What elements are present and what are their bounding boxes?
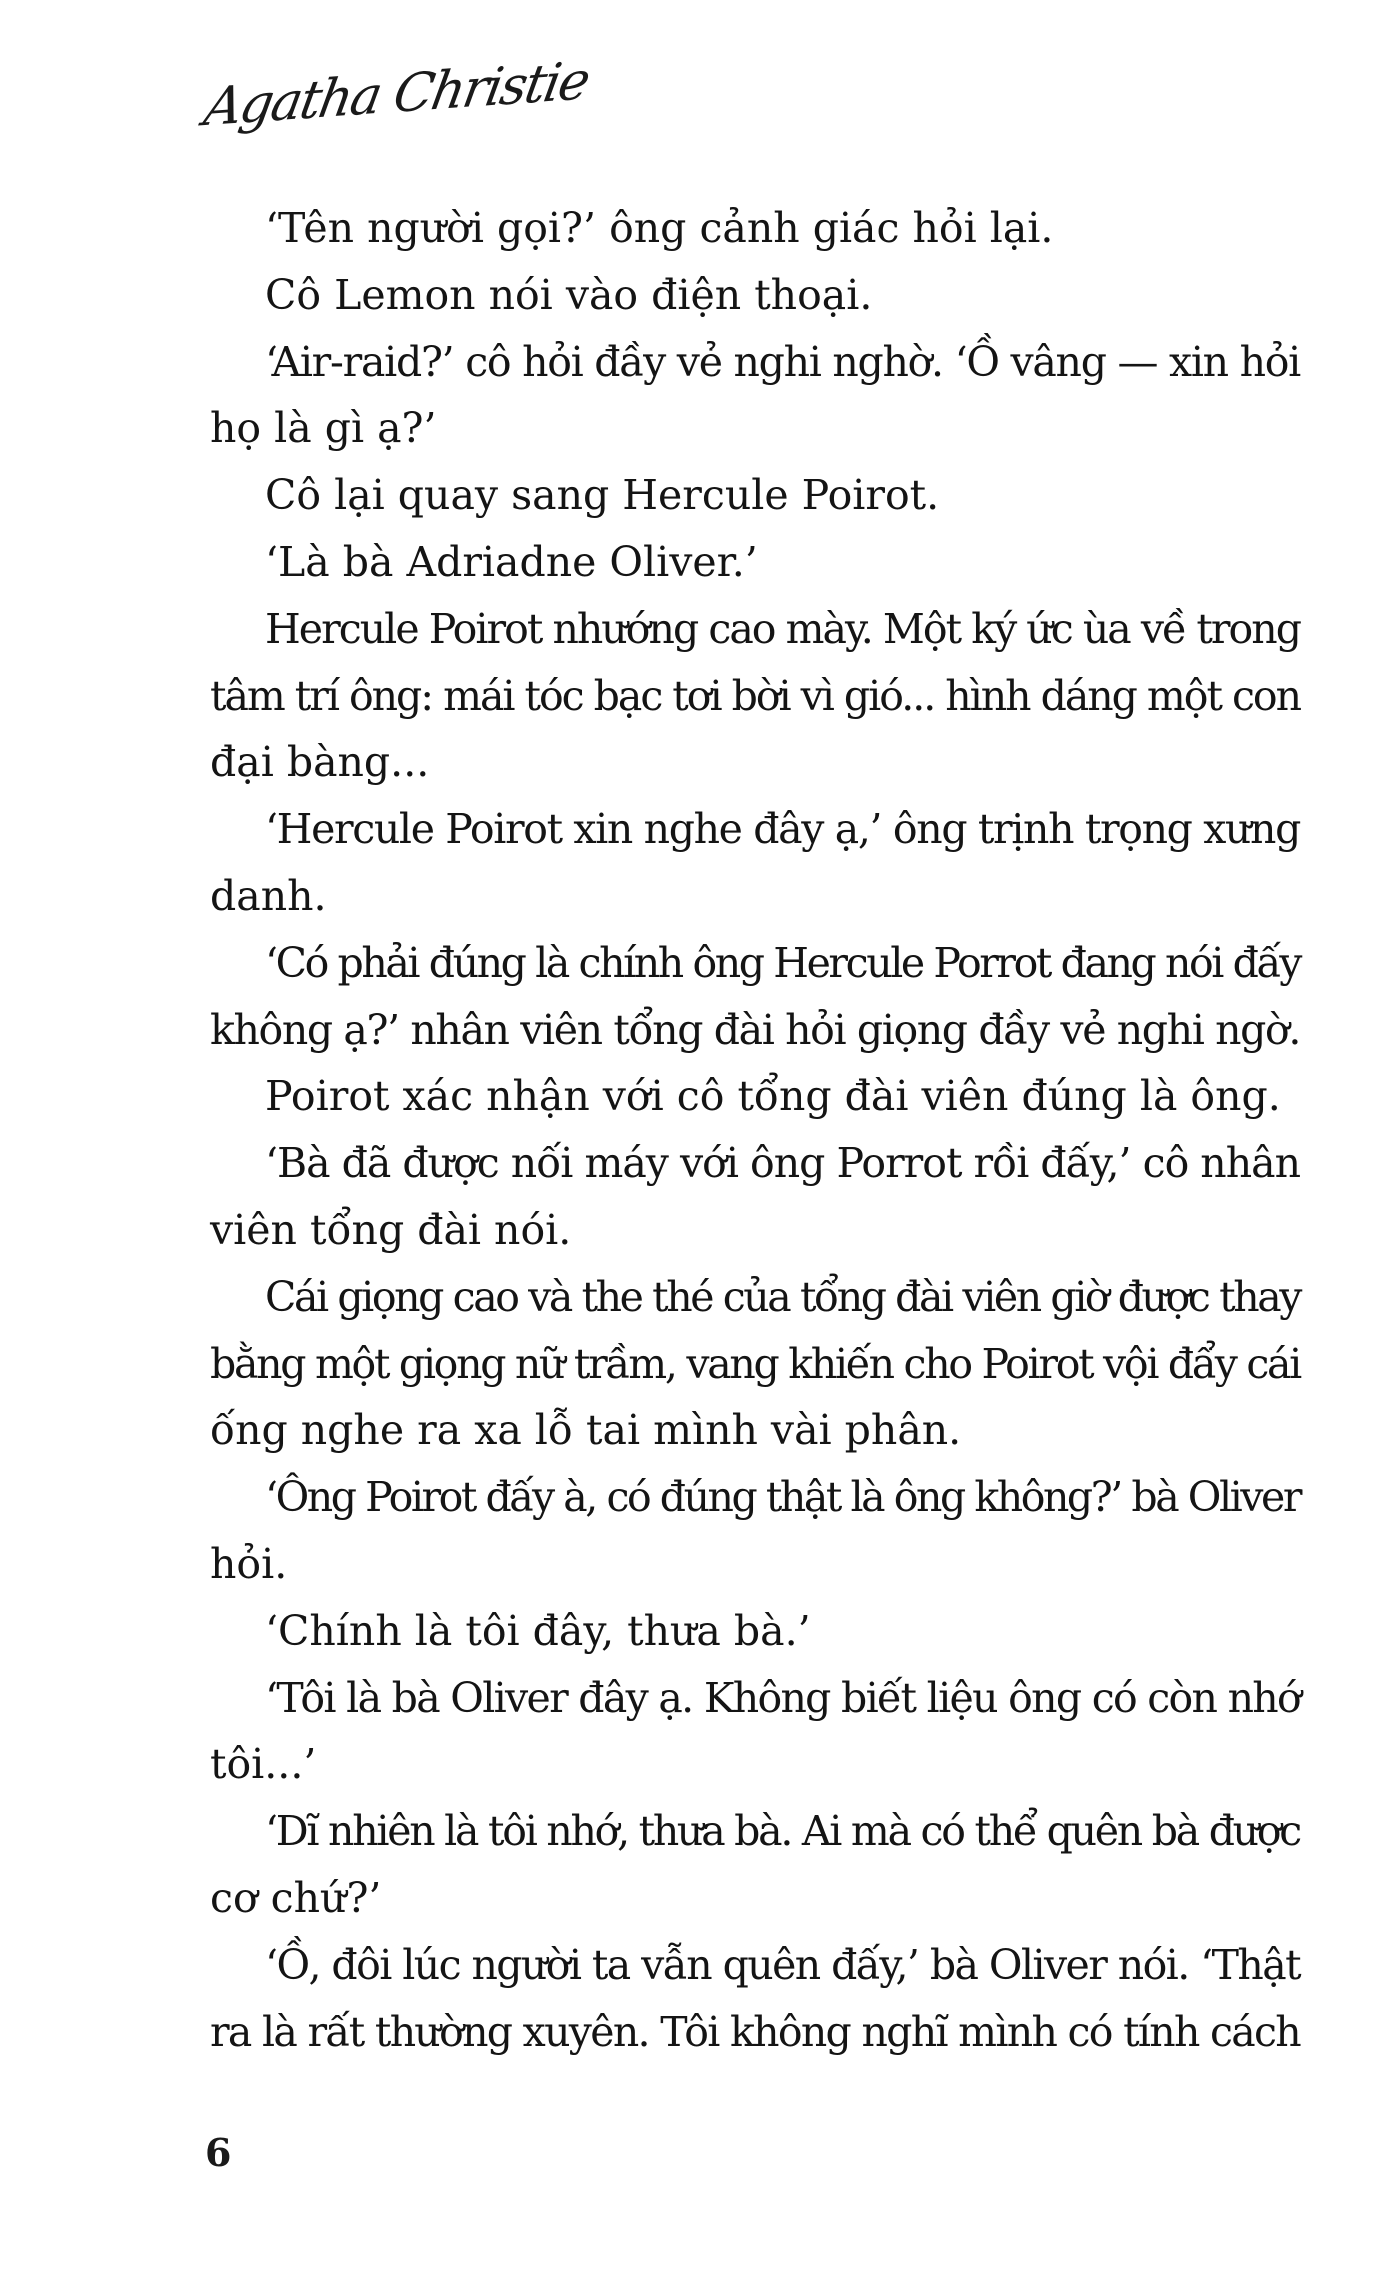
text-line: đại bàng... bbox=[210, 738, 430, 787]
text-line: bằng một giọng nữ trầm, vang khiến cho Poirot vội đẩy cái bbox=[210, 1339, 1300, 1388]
author-signature: Agatha Christie bbox=[199, 50, 593, 139]
body-text bbox=[210, 195, 1300, 2065]
text-line: Cái giọng cao và the thé của tổng đài viên giờ được thay bbox=[265, 1272, 1300, 1321]
text-line: ‘Tôi là bà Oliver đây ạ. Không biết liệu ông có còn nhớ bbox=[265, 1673, 1300, 1722]
text-line: Cô lại quay sang Hercule Poirot. bbox=[265, 471, 940, 520]
text-line: Poirot xác nhận với cô tổng đài viên đúng là ông. bbox=[265, 1072, 1281, 1121]
text-line: ‘Ông Poirot đấy à, có đúng thật là ông không?’ bà Oliver bbox=[265, 1473, 1300, 1522]
text-line: ‘Air-raid?’ cô hỏi đầy vẻ nghi nghờ. ‘Ồ vâng — xin hỏi bbox=[265, 337, 1300, 386]
text-line: Cô Lemon nói vào điện thoại. bbox=[265, 270, 873, 319]
text-line: cơ chứ?’ bbox=[210, 1873, 382, 1922]
text-line: ‘Là bà Adriadne Oliver.’ bbox=[265, 537, 758, 586]
text-line: ‘Dĩ nhiên là tôi nhớ, thưa bà. Ai mà có thể quên bà được bbox=[265, 1807, 1300, 1856]
page-number: 6 bbox=[205, 2130, 232, 2175]
text-line: không ạ?’ nhân viên tổng đài hỏi giọng đầy vẻ nghi ngờ. bbox=[210, 1005, 1300, 1054]
text-line: hỏi. bbox=[210, 1539, 288, 1588]
text-line: danh. bbox=[210, 871, 327, 920]
text-line: ‘Có phải đúng là chính ông Hercule Porrot đang nói đấy bbox=[265, 938, 1300, 987]
text-line: họ là gì ạ?’ bbox=[210, 404, 437, 453]
text-line: ‘Bà đã được nối máy với ông Porrot rồi đấy,’ cô nhân bbox=[265, 1139, 1300, 1188]
text-line: tâm trí ông: mái tóc bạc tơi bời vì gió... hình dáng một con bbox=[210, 671, 1300, 720]
text-line: tôi...’ bbox=[210, 1740, 317, 1789]
text-line: viên tổng đài nói. bbox=[210, 1205, 572, 1254]
text-line: ‘Chính là tôi đây, thưa bà.’ bbox=[265, 1606, 811, 1655]
text-line: Hercule Poirot nhướng cao mày. Một ký ức ùa về trong bbox=[265, 604, 1300, 653]
text-line: ‘Tên người gọi?’ ông cảnh giác hỏi lại. bbox=[265, 204, 1054, 252]
text-line: ra là rất thường xuyên. Tôi không nghĩ mình có tính cách bbox=[210, 2007, 1300, 2056]
text-line: ‘Hercule Poirot xin nghe đây ạ,’ ông trịnh trọng xưng bbox=[265, 805, 1300, 854]
text-line: ‘Ồ, đôi lúc người ta vẫn quên đấy,’ bà Oliver nói. ‘Thật bbox=[265, 1940, 1300, 1989]
text-line: ống nghe ra xa lỗ tai mình vài phân. bbox=[210, 1406, 962, 1455]
